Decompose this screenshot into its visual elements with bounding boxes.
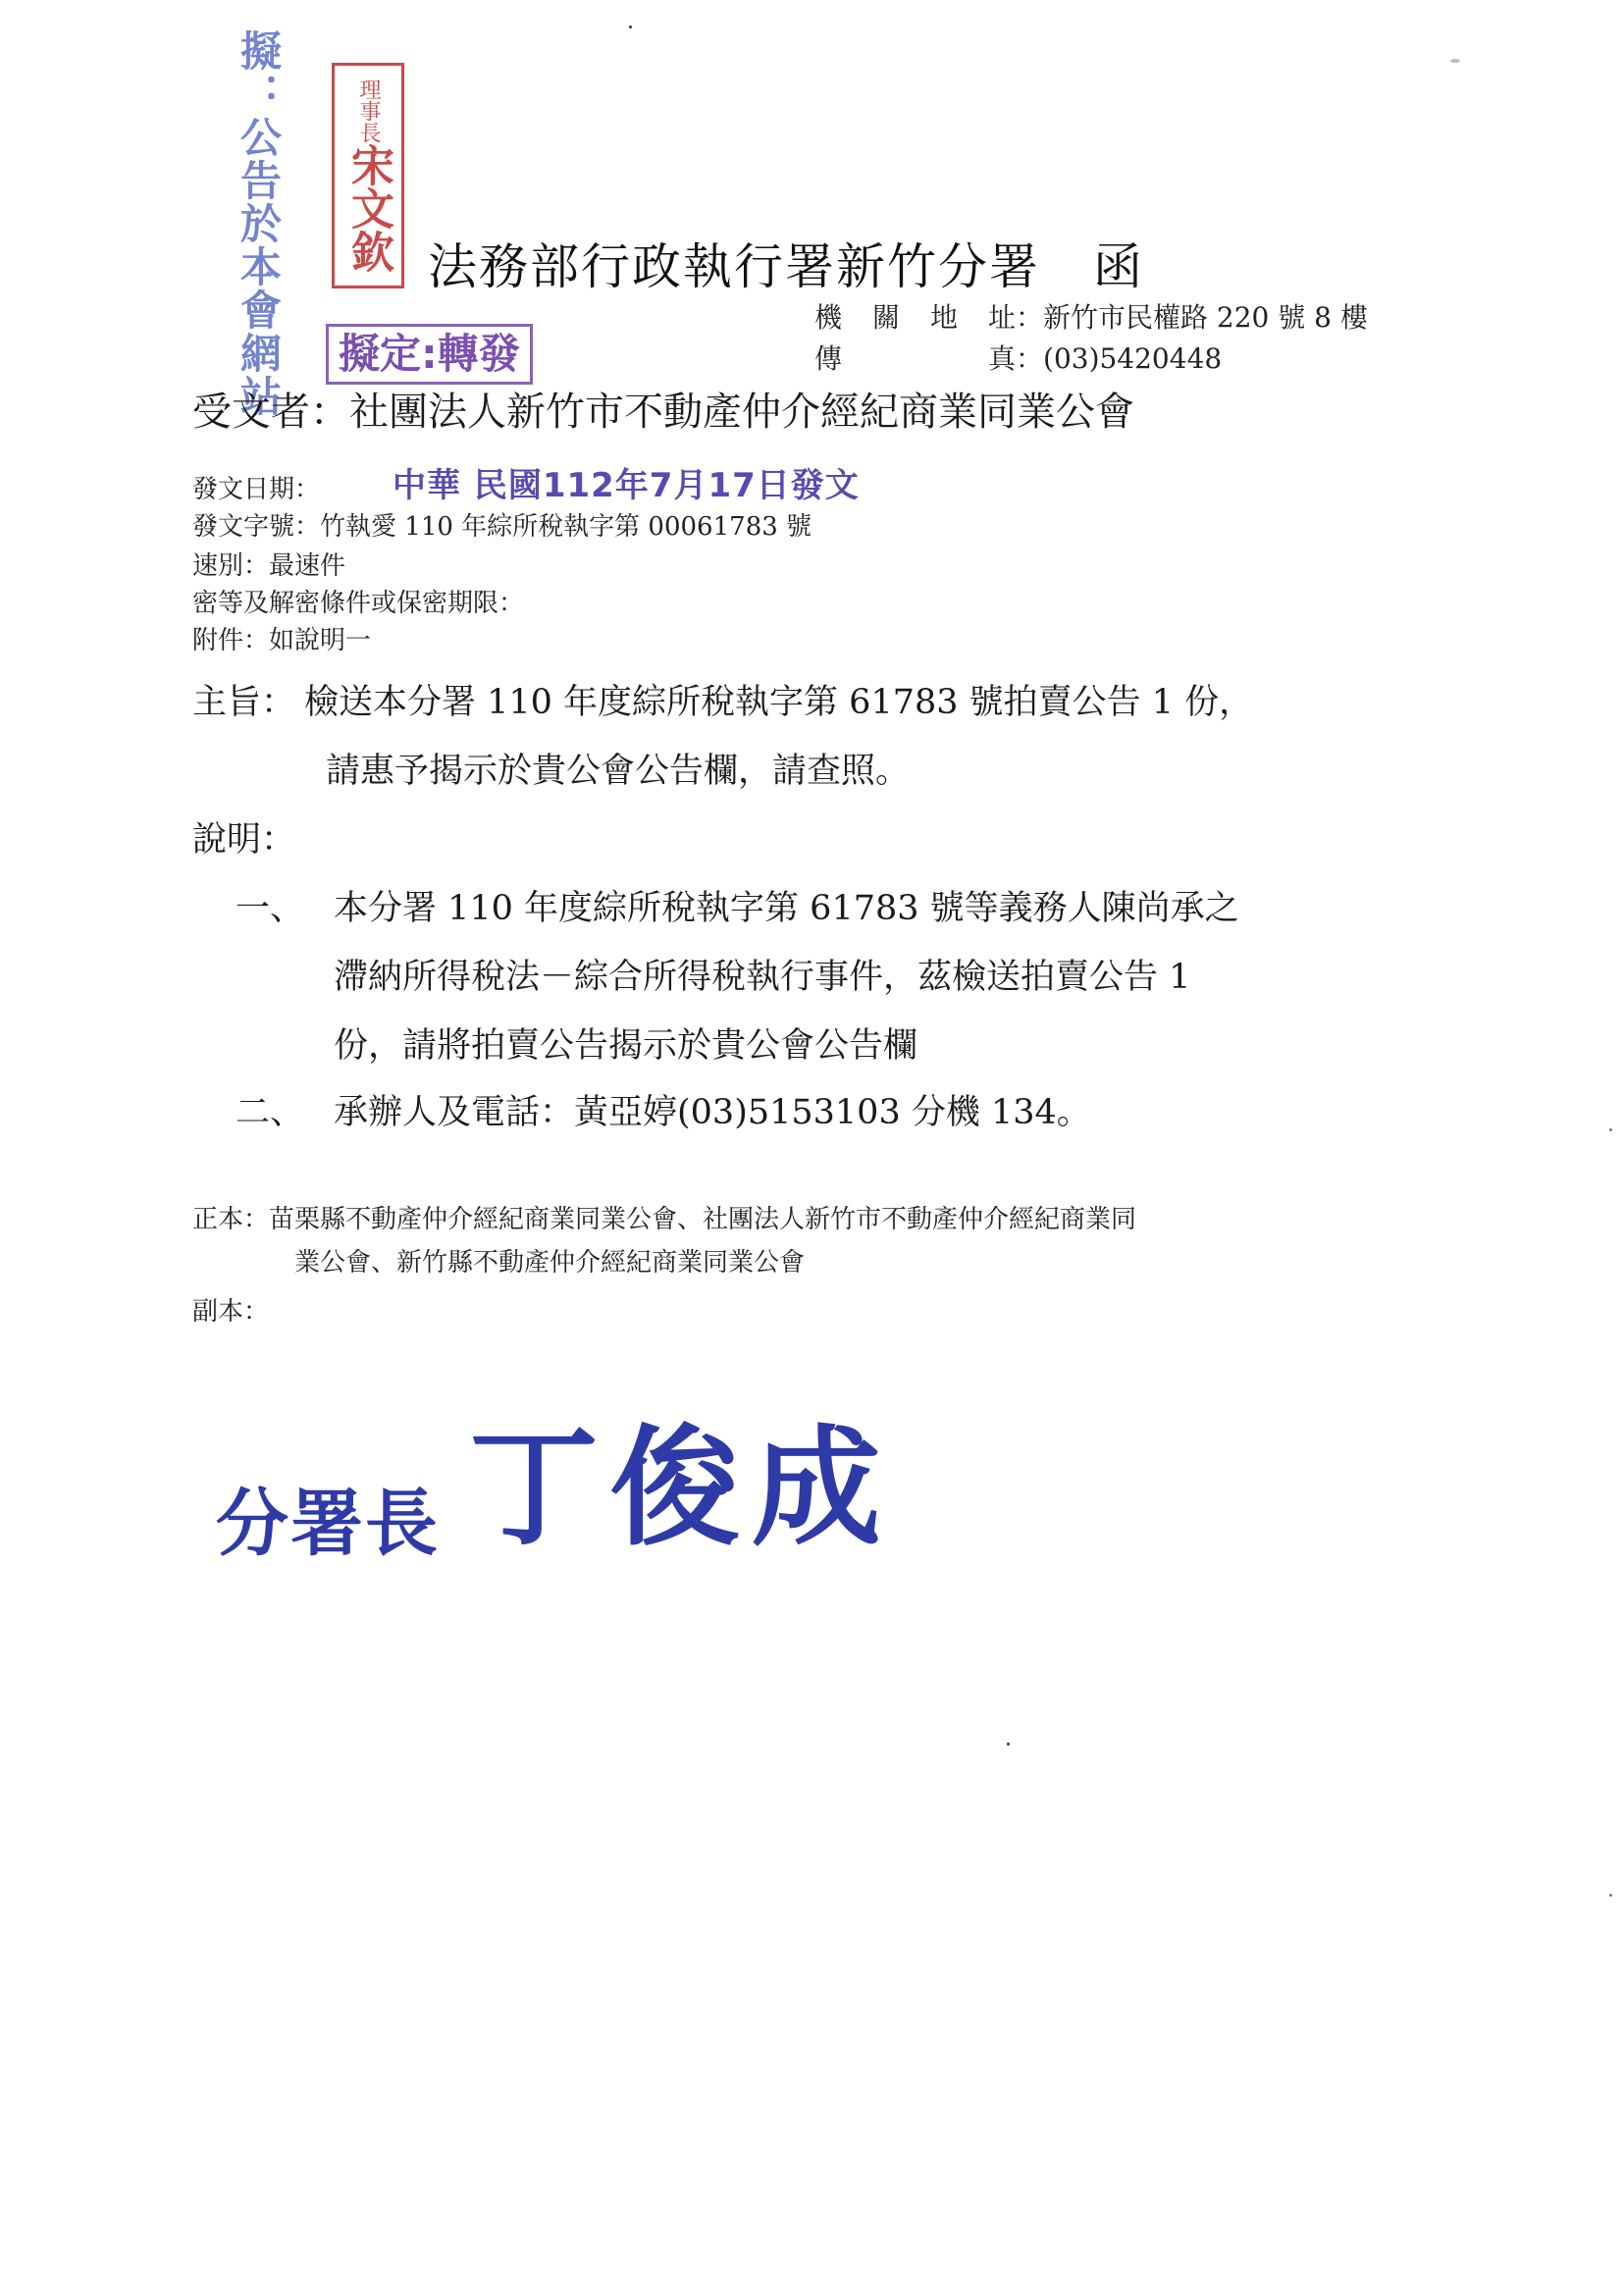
subject-line-2: 請惠予揭示於貴公會公告欄，請查照。 — [326, 752, 911, 791]
date-row — [192, 469, 320, 505]
scan-speck — [1007, 1743, 1010, 1746]
secrecy-label: 密等及解密條件或保密期限： — [192, 589, 525, 618]
speed-label: 速別： — [192, 551, 270, 581]
recipient-value: 社團法人新竹市不動產仲介經紀商業同業公會 — [349, 390, 1134, 435]
reference-value: 竹執愛 110 年綜所稅執字第 00061783 號 — [320, 512, 812, 542]
recipient-row — [192, 381, 1134, 437]
colon: ： — [1016, 301, 1044, 334]
secrecy-row — [192, 583, 524, 619]
subject-line-1: 檢送本分署 110 年度綜所稅執字第 61783 號拍賣公告 1 份， — [304, 683, 1254, 722]
attachment-value: 如說明一 — [269, 626, 372, 655]
copy-label: 副本： — [192, 1297, 270, 1327]
chairman-seal — [332, 63, 404, 288]
recipient-label: 受文者： — [192, 390, 349, 435]
original-line-1: 苗栗縣不動產仲介經紀商業同業公會、社團法人新竹市不動產仲介經紀商業同 — [269, 1205, 1137, 1234]
speed-value: 最速件 — [269, 551, 346, 581]
attachment-row — [192, 620, 371, 656]
address-row — [814, 296, 1368, 336]
scan-speck — [1609, 1894, 1612, 1897]
scan-speck — [1450, 59, 1460, 63]
reference-label: 發文字號： — [192, 512, 321, 542]
original-label: 正本： — [192, 1205, 270, 1234]
signature-title: 分署長 — [216, 1482, 440, 1566]
original-recipients-row — [192, 1199, 1136, 1235]
copy-row — [192, 1291, 269, 1328]
title-org: 法務部行政執行署新竹分署 — [428, 238, 1040, 295]
seal-title: 理事長 — [356, 78, 381, 143]
attachment-label: 附件： — [192, 626, 270, 655]
action-stamp: 擬定:轉發 — [326, 324, 533, 385]
item-1-line-1: 本分署 110 年度綜所稅執字第 61783 號等義務人陳尚承之 — [334, 889, 1239, 928]
scan-speck — [1609, 1128, 1612, 1131]
signature-name: 丁俊成 — [469, 1413, 893, 1564]
document-title — [428, 228, 1144, 298]
date-label: 發文日期： — [192, 475, 321, 504]
item-1-line-3: 份，請將拍賣公告揭示於貴公會公告欄 — [334, 1026, 918, 1066]
approval-note-stamp: 擬：公告於本會網站 — [235, 29, 283, 418]
reference-row — [192, 506, 812, 543]
date-stamp: 中華 民國112年7月17日發文 — [393, 466, 860, 505]
seal-name: 宋文欽 — [343, 143, 393, 273]
director-signature-stamp — [216, 1383, 893, 1570]
address-value: 新竹市民權路 220 號 8 樓 — [1043, 301, 1368, 334]
original-line-2: 業公會、新竹縣不動產仲介經紀商業同業公會 — [294, 1248, 806, 1278]
fax-label: 傳真 — [814, 342, 1016, 375]
item-1-line-2: 滯納所得稅法－綜合所得稅執行事件，茲檢送拍賣公告 1 — [334, 958, 1191, 997]
scan-speck — [629, 26, 632, 28]
item-number-2: 二、 — [236, 1093, 305, 1132]
address-label: 機關地址 — [814, 301, 1016, 334]
colon: ： — [1016, 342, 1044, 375]
item-2-line-1: 承辦人及電話：黃亞婷(03)5153103 分機 134。 — [334, 1093, 1091, 1132]
title-type: 函 — [1093, 238, 1144, 295]
explanation-label: 說明： — [192, 820, 296, 860]
speed-row — [192, 546, 345, 582]
fax-value: (03)5420448 — [1043, 342, 1223, 375]
subject-label: 主旨： — [192, 683, 296, 722]
fax-row — [814, 338, 1222, 377]
item-number-1: 一、 — [236, 889, 305, 928]
